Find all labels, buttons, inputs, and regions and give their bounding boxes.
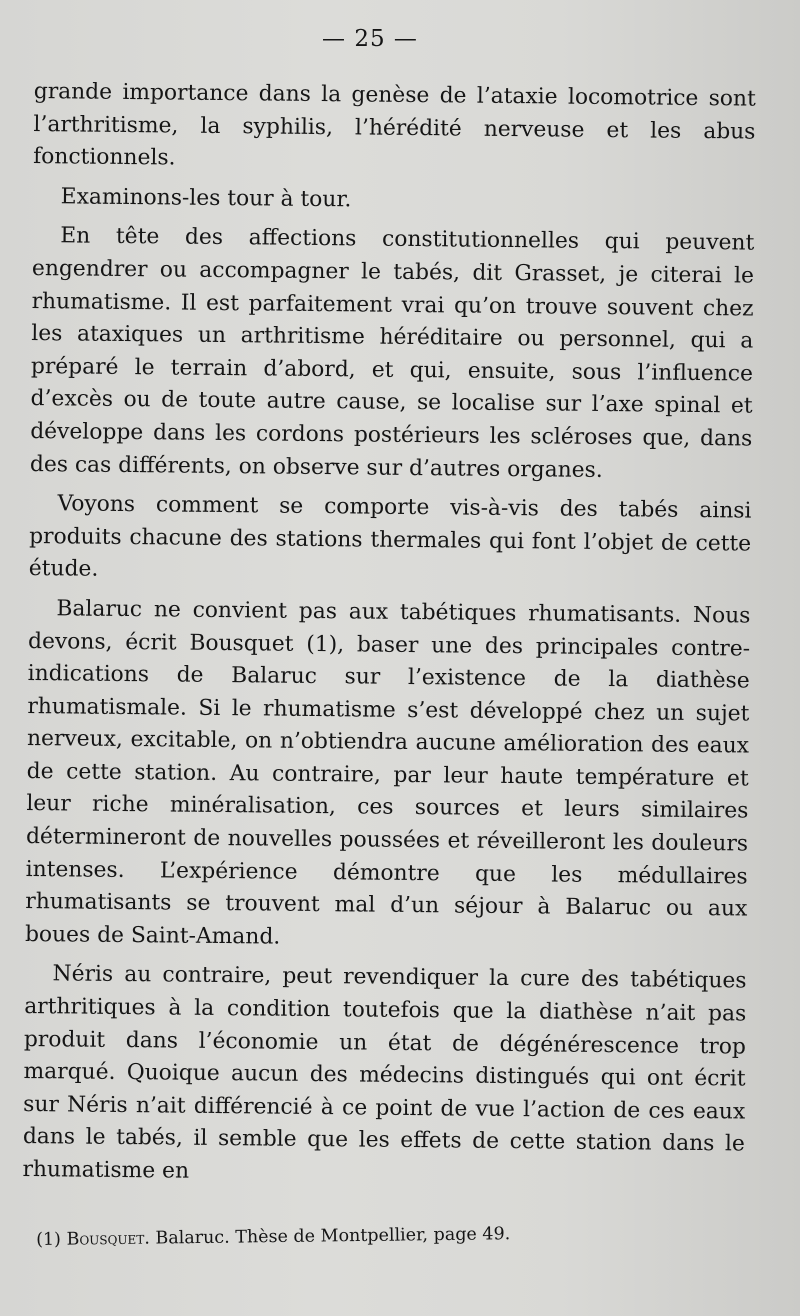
body-text [22, 76, 756, 1201]
paragraph-5: Balaruc ne convient pas aux tabétiques rhumatisants. Nous devons, écrit Bousquet (1), baser une des principales contre-indications de Balaruc sur l’existence de la diathèse rhumatismale. Si le rhumatisme s’est développé chez un sujet nerveux, excitable, on n’obtiendra aucune amélioration des eaux de cette station. Au contraire, par leur haute température et leur riche minéralisation, ces sources et leurs similaires détermineront de nouvelles poussées et réveilleront les douleurs intenses. L’expérience démontre que les médullaires rhumatisants se trouvent mal d’un séjour à Balaruc ou aux boues de Saint-Amand. [24, 596, 751, 950]
footnote [36, 1219, 736, 1252]
footnote-author: Bousquet. [66, 1228, 150, 1250]
paragraph-3: En tête des affections constitutionnelles qui peuvent engendrer ou accompagner le tabés, dit Grasset, je citerai le rhumatisme. Il est parfaitement vrai qu’on trouve souvent chez les ataxiques un arthritisme héréditaire ou personnel, qui a préparé le terrain d’abord, et qui, ensuite, sous l’influence d’excès ou de toute autre cause, se localise sur l’axe spinal et développe dans les cordons postérieurs les scléroses que, dans des cas différents, on observe sur d’autres organes. [29, 223, 755, 483]
paragraph-1: grande importance dans la genèse de l’ataxie locomotrice sont l’arthritisme, la syphilis, l’hérédité nerveuse et les abus fonctionnels. [33, 78, 756, 171]
paragraph-2: Examinons-les tour à tour. [60, 184, 352, 213]
paragraph-4: Voyons comment se comporte vis-à-vis des tabés ainsi produits chacune des stations thermales qui font l’objet de cette étude. [28, 491, 752, 583]
footnote-marker: (1) [36, 1229, 62, 1250]
footnote-text: Balaruc. Thèse de Montpellier, page 49. [155, 1224, 511, 1249]
page-number: — 25 — [322, 26, 418, 52]
paragraph-6: Néris au contraire, peut revendiquer la cure des tabétiques arthritiques à la condition toutefois que la diathèse n’ait pas produit dans l’économie un état de dégénérescence trop marqué. Quoique aucun des médecins distingués qui ont écrit sur Néris n’ait différencié à ce point de vue l’action de ces eaux dans le tabés, il semble que les effets de cette station dans le rhumatisme en [22, 961, 747, 1184]
